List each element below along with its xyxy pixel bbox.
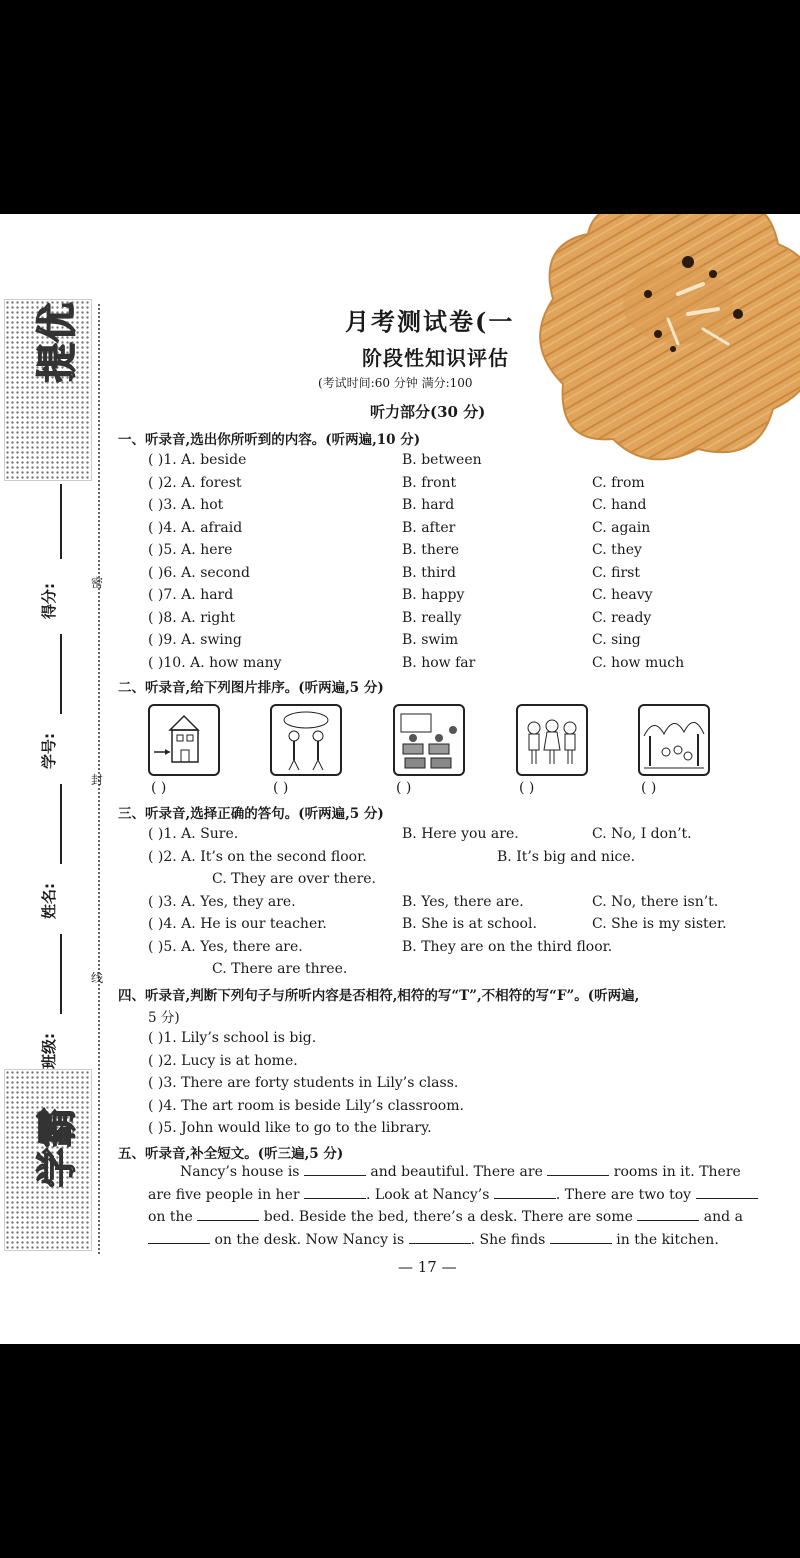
q1-2-option-a: ( )2. A. forest (148, 474, 242, 491)
picture-two-people (270, 704, 342, 776)
q4-statement-2: ( )2. Lucy is at home. (148, 1052, 298, 1069)
name-line (60, 784, 62, 864)
picture-1-bracket[interactable]: ( ) (151, 780, 167, 796)
q1-3-option-c: C. hand (592, 497, 647, 513)
q1-7-option-c: C. heavy (592, 587, 653, 603)
section-2-heading: 二、听录音,给下列图片排序。(听两遍,5 分) (118, 680, 384, 696)
cloze-blank-1[interactable] (304, 1161, 366, 1176)
q1-6-option-c: C. first (592, 564, 640, 581)
q1-7-option-a: ( )7. A. hard (148, 587, 234, 603)
q1-9-option-b: B. swim (402, 632, 459, 648)
top-big-chars: 提优 (34, 302, 81, 383)
q3-5-option-b: B. They are on the third floor. (402, 939, 613, 955)
exam-page (0, 214, 800, 1344)
q3-3-option-b: B. Yes, there are. (402, 894, 524, 910)
part-heading: 听力部分(30 分) (370, 403, 486, 421)
q3-1-option-c: C. No, I don’t. (592, 826, 692, 842)
q3-1-option-a: ( )1. A. Sure. (148, 826, 239, 842)
q1-5-option-a: ( )5. A. here (148, 542, 233, 558)
q1-3-option-b: B. hard (402, 497, 455, 513)
cookie-sticker-image (528, 214, 800, 474)
score-line (60, 484, 62, 559)
id-line (60, 634, 62, 714)
picture-3-bracket[interactable]: ( ) (396, 780, 412, 796)
q3-2-option-a: ( )2. A. It’s on the second floor. (148, 849, 367, 865)
q1-10-option-a: ( )10. A. how many (148, 654, 282, 671)
q3-4-option-c: C. She is my sister. (592, 916, 727, 932)
picture-forest (638, 704, 710, 776)
cloze-blank-5[interactable] (696, 1184, 758, 1199)
cloze-blank-2[interactable] (547, 1161, 609, 1176)
section-5-heading: 五、听录音,补全短文。(听三遍,5 分) (118, 1146, 344, 1162)
q1-9-option-a: ( )9. A. swing (148, 632, 242, 648)
q1-8-option-c: C. ready (592, 609, 652, 626)
seal-char-2: 封 (91, 773, 104, 787)
q4-statement-3: ( )3. There are forty students in Lily’s class. (148, 1075, 459, 1091)
picture-2-bracket[interactable]: ( ) (273, 780, 289, 796)
page-number: — 17 — (398, 1258, 457, 1276)
q1-8-option-b: B. really (402, 609, 462, 626)
q1-9-option-c: C. sing (592, 632, 641, 648)
seal-char-1: 密 (91, 576, 104, 590)
q1-1-option-b: B. between (402, 452, 482, 468)
cloze-blank-10[interactable] (550, 1229, 612, 1244)
cloze-text: in the kitchen. (616, 1231, 719, 1248)
cloze-text: . She finds (470, 1231, 546, 1248)
q1-5-option-c: C. they (592, 542, 642, 558)
cloze-text: bed. Beside the bed, there’s a desk. There are some (263, 1209, 633, 1225)
q1-1-option-a: ( )1. A. beside (148, 452, 247, 468)
q3-4-option-a: ( )4. A. He is our teacher. (148, 916, 327, 932)
bottom-big-chars: 学霸 (34, 1107, 81, 1188)
section-4-heading-cont: 5 分) (148, 1010, 180, 1026)
q1-6-option-a: ( )6. A. second (148, 564, 250, 581)
q1-8-option-a: ( )8. A. right (148, 609, 235, 626)
cloze-blank-3[interactable] (304, 1184, 366, 1199)
seal-char-3: 线 (91, 971, 104, 985)
cloze-text: on the (148, 1209, 193, 1225)
q1-2-option-b: B. front (402, 474, 457, 491)
q1-7-option-b: B. happy (402, 587, 465, 603)
q1-4-option-b: B. after (402, 519, 456, 536)
cloze-text: rooms in it. There are five people in her (148, 1164, 741, 1203)
cloze-text: . There are two toy (555, 1186, 692, 1203)
q3-2-option-b: B. It’s big and nice. (497, 849, 636, 865)
picture-three-kids (516, 704, 588, 776)
cloze-text: and a (703, 1209, 743, 1225)
class-label: 班级: (40, 1033, 58, 1069)
cloze-blank-8[interactable] (148, 1229, 210, 1244)
q3-5-option-c: C. There are three. (212, 961, 348, 977)
q1-2-option-c: C. from (592, 474, 645, 491)
cloze-blank-9[interactable] (409, 1229, 471, 1244)
picture-5-bracket[interactable]: ( ) (641, 780, 657, 796)
q1-3-option-a: ( )3. A. hot (148, 497, 224, 513)
section-1-heading: 一、听录音,选出你所听到的内容。(听两遍,10 分) (118, 432, 421, 448)
picture-house (148, 704, 220, 776)
q3-5-option-a: ( )5. A. Yes, there are. (148, 939, 303, 955)
q3-4-option-b: B. She is at school. (402, 916, 537, 932)
picture-4-bracket[interactable]: ( ) (519, 780, 535, 796)
q4-statement-5: ( )5. John would like to go to the library. (148, 1120, 432, 1136)
q3-2-option-c: C. They are over there. (212, 871, 377, 887)
cloze-paragraph (148, 1161, 760, 1251)
page-title: 月考测试卷(一 (345, 307, 515, 336)
section-3-heading: 三、听录音,选择正确的答句。(听两遍,5 分) (118, 806, 384, 822)
cloze-text: Nancy’s house is (180, 1164, 300, 1180)
q1-10-option-b: B. how far (402, 654, 476, 671)
score-label: 得分: (40, 583, 58, 619)
q1-6-option-b: B. third (402, 564, 456, 581)
q1-10-option-c: C. how much (592, 654, 685, 671)
q3-3-option-a: ( )3. A. Yes, they are. (148, 894, 296, 910)
section-4-heading: 四、听录音,判断下列句子与所听内容是否相符,相符的写“T”,不相符的写“F”。(听两遍, (118, 988, 640, 1004)
exam-info: (考试时间:60 分钟 满分:100 (318, 376, 473, 390)
page-subtitle: 阶段性知识评估 (362, 346, 509, 370)
cloze-text: on the desk. Now Nancy is (214, 1231, 405, 1248)
q1-4-option-a: ( )4. A. afraid (148, 519, 243, 536)
picture-classroom (393, 704, 465, 776)
cloze-blank-4[interactable] (494, 1184, 556, 1199)
q4-statement-4: ( )4. The art room is beside Lily’s classroom. (148, 1097, 464, 1114)
q3-1-option-b: B. Here you are. (402, 826, 519, 842)
cloze-text: . Look at Nancy’s (366, 1186, 490, 1203)
q1-5-option-b: B. there (402, 542, 460, 558)
cloze-text: and beautiful. There are (370, 1164, 543, 1180)
q3-3-option-c: C. No, there isn’t. (592, 894, 719, 910)
name-label: 姓名: (40, 883, 58, 919)
class-line (60, 934, 62, 1014)
id-label: 学号: (40, 733, 58, 769)
q1-4-option-c: C. again (592, 519, 651, 536)
cloze-blank-6[interactable] (197, 1206, 259, 1221)
cloze-blank-7[interactable] (637, 1206, 699, 1221)
q4-statement-1: ( )1. Lily’s school is big. (148, 1030, 317, 1046)
